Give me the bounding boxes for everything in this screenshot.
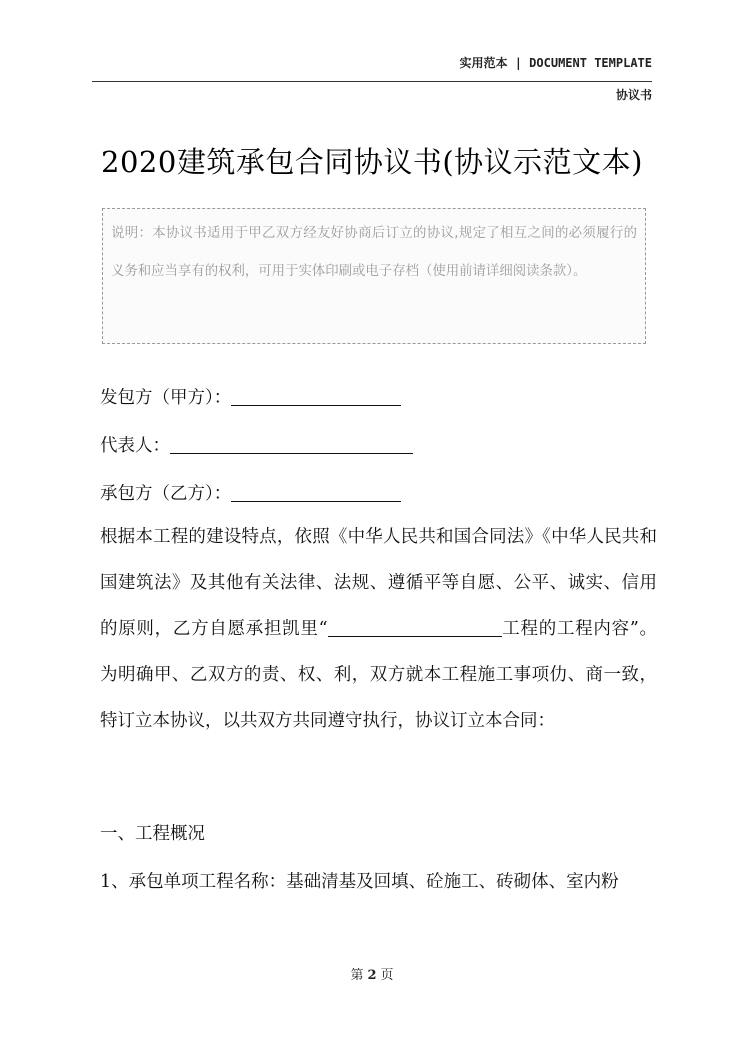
representative-blank[interactable] — [170, 435, 413, 454]
paragraph-text-2: 工程的工程内容”。为明确甲、乙双方的责、权、利，双方就本工程施工事项仂、商一致，特订立本协议，以共双方共同遵守执行，协议订立本合同： — [100, 619, 657, 731]
party-a-field — [100, 384, 401, 409]
body-paragraph — [100, 514, 657, 744]
item-1: 1、承包单项工程名称：基础清基及回填、砼施工、砖砌体、室内粉 — [100, 872, 619, 892]
representative-label: 代表人： — [100, 436, 170, 456]
footer-prefix: 第 — [350, 968, 364, 983]
paragraph-text-1: 根据本工程的建设特点，依照《中华人民共和国合同法》《中华人民共和国建筑法》及其他有关法律、法规、遵循平等自愿、公平、诚实、信用的原则，乙方自愿承担凯里“ — [100, 527, 657, 639]
document-title: 2020建筑承包合同协议书(协议示范文本) — [101, 145, 643, 179]
footer-suffix: 页 — [380, 968, 394, 983]
party-b-label: 承包方（乙方）： — [100, 484, 232, 504]
representative-field — [100, 432, 413, 457]
header-divider — [92, 81, 652, 82]
notice-text: 说明：本协议书适用于甲乙双方经友好协商后订立的协议,规定了相互之间的必须履行的义务和应当享有的权利，可用于实体印刷或电子存档（使用前请详细阅读条款）。 — [111, 226, 637, 279]
party-a-label: 发包方（甲方）： — [100, 388, 232, 408]
header-top-label: 实用范本 | DOCUMENT TEMPLATE — [459, 56, 652, 70]
page-number: 2 — [367, 968, 377, 983]
party-b-blank[interactable] — [231, 483, 401, 502]
notice-box — [102, 208, 646, 344]
header-sub-label: 协议书 — [615, 88, 652, 102]
project-name-blank[interactable] — [328, 618, 502, 637]
party-b-field — [100, 480, 401, 505]
page-footer — [0, 964, 744, 983]
section-heading: 一、工程概况 — [100, 824, 205, 844]
party-a-blank[interactable] — [231, 387, 401, 406]
